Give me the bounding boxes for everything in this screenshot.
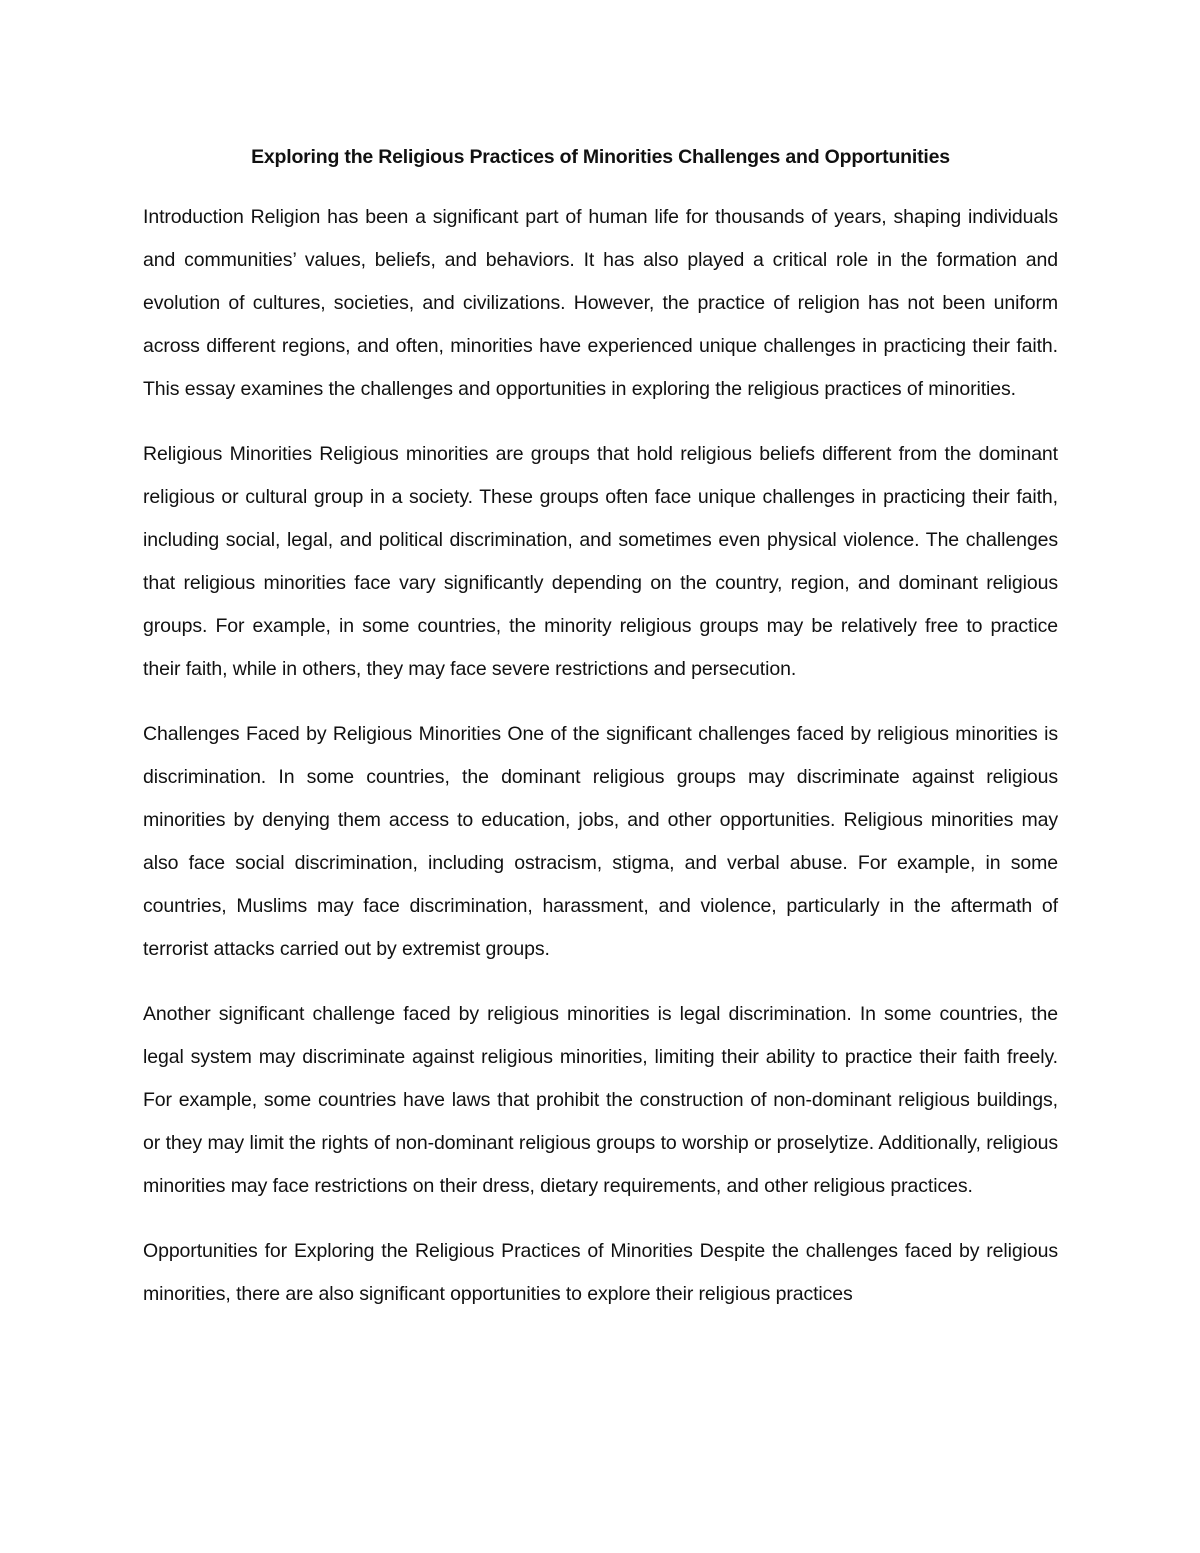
document-body xyxy=(143,140,1058,1316)
paragraph-opportunities: Opportunities for Exploring the Religious Practices of Minorities Despite the challenges faced by religious minorities, there are also significant opportunities to explore their religious practices xyxy=(143,1240,1058,1305)
paragraph-legal-discrimination: Another significant challenge faced by religious minorities is legal discrimination. In some countries, the legal system may discriminate against religious minorities, limiting their ability to practice their faith freely. For example, some countries have laws that prohibit the construction of non-dominant religious buildings, or they may limit the rights of non-dominant religious groups to worship or proselytize. Additionally, religious minorities may face restrictions on their dress, dietary requirements, and other religious practices. xyxy=(143,1003,1058,1197)
paragraph-religious-minorities: Religious Minorities Religious minorities are groups that hold religious beliefs different from the dominant religious or cultural group in a society. These groups often face unique challenges in practicing their faith, including social, legal, and political discrimination, and sometimes even physical violence. The challenges that religious minorities face vary significantly depending on the country, region, and dominant religious groups. For example, in some countries, the minority religious groups may be relatively free to practice their faith, while in others, they may face severe restrictions and persecution. xyxy=(143,443,1058,680)
document-title: Exploring the Religious Practices of Minorities Challenges and Opportunities xyxy=(251,146,950,168)
paragraph-challenges: Challenges Faced by Religious Minorities One of the significant challenges faced by religious minorities is discrimination. In some countries, the dominant religious groups may discriminate against religious minorities by denying them access to education, jobs, and other opportunities. Religious minorities may also face social discrimination, including ostracism, stigma, and verbal abuse. For example, in some countries, Muslims may face discrimination, harassment, and violence, particularly in the aftermath of terrorist attacks carried out by extremist groups. xyxy=(143,723,1058,960)
paragraph-introduction: Introduction Religion has been a significant part of human life for thousands of years, shaping individuals and communities’ values, beliefs, and behaviors. It has also played a critical role in the formation and evolution of cultures, societies, and civilizations. However, the practice of religion has not been uniform across different regions, and often, minorities have experienced unique challenges in practicing their faith. This essay examines the challenges and opportunities in exploring the religious practices of minorities. xyxy=(143,206,1058,400)
